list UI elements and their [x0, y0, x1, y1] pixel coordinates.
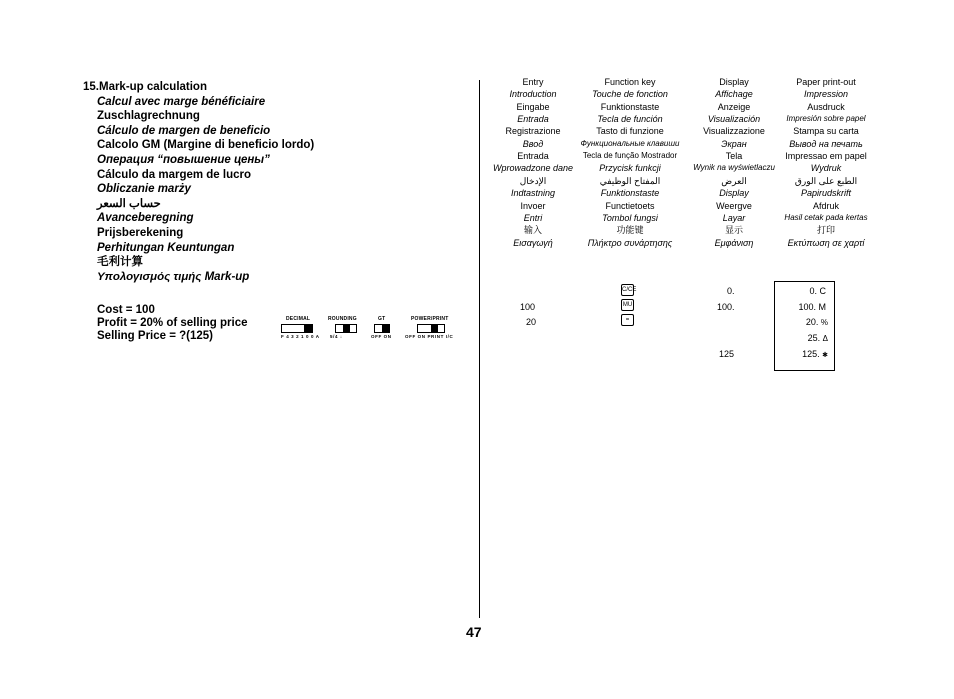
- section-title: 15.Mark-up calculation: [83, 81, 207, 93]
- entry-value: 100: [520, 302, 536, 312]
- power-switch-label: POWER/PRINT: [411, 316, 449, 322]
- translation-cell: Функциональные клавиши: [580, 138, 680, 148]
- translation-row: [486, 101, 886, 113]
- translation-row: [486, 150, 886, 162]
- translation-cell: Экран: [721, 138, 747, 149]
- power-switch-ticks: OFF ON PRINT I/C: [405, 334, 454, 339]
- translation-cell: Entrada: [517, 151, 549, 162]
- translation-cell: 打印: [816, 225, 836, 236]
- translation-cell: Visualización: [707, 114, 761, 125]
- translation-row: [486, 76, 886, 88]
- gt-switch-track: [374, 324, 390, 333]
- tape-line: [809, 286, 826, 296]
- translation-cell: Weergve: [716, 200, 752, 211]
- profit-line: Profit = 20% of selling price: [97, 317, 248, 329]
- translation-cell: 输入: [523, 225, 543, 236]
- paper-tape: [774, 281, 835, 371]
- translation-cell: العرض: [721, 175, 747, 186]
- section-title-translation: Calcul avec marge bénéficiaire: [97, 95, 266, 108]
- translation-cell: Ввод: [522, 138, 544, 149]
- translation-cell: Wydruk: [810, 163, 842, 174]
- selling-price-line: Selling Price = ?(125): [97, 330, 214, 342]
- tape-value: 0.: [809, 286, 817, 296]
- translation-cell: Hasil cetak pada kertas: [784, 212, 868, 222]
- translation-cell: Entrada: [517, 114, 549, 125]
- translation-cell: Anzeige: [717, 101, 751, 112]
- tape-line: [802, 349, 828, 359]
- translation-cell: Introduction: [509, 89, 557, 100]
- translation-cell: Functietoets: [605, 200, 655, 211]
- section-title-translation: Zuschlagrechnung: [97, 110, 200, 123]
- section-titles: [83, 80, 463, 284]
- translation-cell: Tasto di funzione: [596, 126, 664, 137]
- translation-cell: الإدخال: [519, 175, 547, 186]
- section-title-translation: Obliczanie marży: [97, 183, 191, 196]
- gt-switch-label: GT: [378, 316, 386, 322]
- translation-cell: Ausdruck: [807, 101, 845, 112]
- translation-cell: Touche de fonction: [592, 89, 668, 100]
- translation-cell: Tela: [725, 151, 743, 162]
- rounding-switch-label: ROUNDING: [328, 316, 357, 322]
- section-title-translation: Prijsberekening: [97, 226, 184, 239]
- section-title-translation: 毛利计算: [97, 256, 143, 269]
- translation-cell: Eingabe: [516, 101, 550, 112]
- section-title-translation: Perhitungan Keuntungan: [97, 241, 235, 254]
- translation-cell: Εκτύπωση σε χαρτί: [787, 237, 865, 248]
- delta-icon: Δ: [822, 334, 828, 343]
- rounding-switch-knob: [343, 325, 350, 332]
- translation-cell: Function key: [604, 77, 656, 87]
- translation-cell: Funktionstaste: [600, 101, 660, 112]
- cost-line: Cost = 100: [97, 304, 155, 316]
- translation-row: [486, 187, 886, 199]
- translation-cell: Wynik na wyświetlaczu: [693, 163, 775, 173]
- translation-cell: Εισαγωγή: [513, 237, 553, 248]
- translation-cell: Przycisk funkcji: [599, 163, 661, 174]
- tape-value: 125.: [802, 349, 820, 359]
- translation-cell: Вывод на печать: [789, 138, 863, 149]
- translation-cell: Entri: [523, 212, 543, 223]
- tape-value: 100.: [798, 302, 816, 312]
- translation-cell: Funktionstaste: [600, 188, 660, 199]
- entry-value: 20: [526, 317, 537, 327]
- translation-cell: Tecla de função Mostrador: [582, 151, 678, 161]
- tape-line: [808, 333, 828, 343]
- section-title-translation: Cálculo de margen de beneficio: [97, 124, 271, 137]
- translation-cell: Tombol fungsi: [602, 212, 658, 223]
- tape-value: 25.: [807, 333, 821, 343]
- markup-key-icon: MU: [621, 299, 634, 311]
- decimal-switch-knob: [304, 325, 312, 332]
- translation-row: [486, 162, 886, 174]
- translation-cell: 显示: [724, 225, 744, 236]
- section-title-translation: Calcolo GM (Margine di beneficio lordo): [97, 139, 315, 152]
- column-divider: [479, 80, 480, 618]
- translation-cell: Invoer: [520, 200, 546, 211]
- translation-cell: Impressao em papel: [785, 151, 867, 162]
- clear-key-icon: C/CE: [621, 284, 634, 296]
- translation-cell: Εμφάνιση: [714, 237, 754, 248]
- gt-switch-ticks: OFF ON: [371, 334, 392, 339]
- section-title-translation: Операция “повышение цены”: [97, 153, 270, 166]
- translation-row: [486, 125, 886, 137]
- decimal-switch: [281, 316, 320, 350]
- translation-row: [486, 224, 886, 236]
- translation-cell: Display: [719, 188, 749, 199]
- translation-cell: الطبع على الورق: [794, 175, 858, 186]
- decimal-switch-ticks: F 4 3 2 1 0 0 A: [281, 334, 320, 339]
- translation-cell: Impression: [803, 89, 849, 100]
- power-print-switch: [405, 316, 455, 350]
- rounding-switch-ticks: 5/4 ↓: [330, 334, 343, 339]
- equals-key-icon: =: [621, 314, 634, 326]
- percent-icon: %: [820, 318, 828, 327]
- gt-switch: [371, 316, 391, 350]
- translation-cell: Afdruk: [812, 200, 840, 211]
- translation-cell: Entry: [522, 77, 544, 87]
- power-switch-track: [417, 324, 445, 333]
- tape-line: [806, 317, 828, 327]
- translation-cell: Visualizzazione: [703, 126, 765, 137]
- translation-row: [486, 88, 886, 100]
- page-number: 47: [466, 624, 482, 640]
- section-title-translation: Υπολογισμός τιμής Mark-up: [97, 270, 250, 283]
- total-icon: ✱: [822, 352, 828, 359]
- translation-cell: Papirudskrift: [800, 188, 852, 199]
- translation-cell: Display: [719, 77, 749, 87]
- translation-cell: Paper print-out: [796, 77, 856, 87]
- translation-cell: Layar: [722, 212, 746, 223]
- translation-cell: Πλήκτρο συνάρτησης: [587, 237, 673, 248]
- tape-symbol: C: [819, 286, 826, 296]
- power-switch-knob: [431, 325, 438, 332]
- translation-row: [486, 175, 886, 187]
- display-value: 0.: [727, 286, 735, 296]
- translation-row: [486, 212, 886, 224]
- translation-cell: Stampa su carta: [793, 126, 859, 137]
- translation-cell: Indtastning: [510, 188, 556, 199]
- translation-cell: Impresión sobre papel: [786, 114, 866, 124]
- translation-cell: 功能键: [616, 225, 644, 236]
- decimal-switch-track: [281, 324, 313, 333]
- translation-cell: Affichage: [715, 89, 753, 100]
- tape-symbol: M: [818, 302, 826, 312]
- translation-row: [486, 138, 886, 150]
- display-value: 100.: [717, 302, 735, 312]
- rounding-switch-track: [335, 324, 357, 333]
- example-block: [97, 304, 248, 343]
- translation-cell: المفتاح الوظيفي: [599, 175, 661, 186]
- rounding-switch: [328, 316, 356, 350]
- translation-cell: Tecla de función: [597, 114, 663, 125]
- translation-row: [486, 113, 886, 125]
- tape-line: [798, 302, 826, 312]
- section-title-translation: Cálculo da margem de lucro: [97, 168, 252, 181]
- translation-cell: Registrazione: [505, 126, 561, 137]
- translation-row: [486, 200, 886, 212]
- translation-row: [486, 237, 886, 249]
- gt-switch-knob: [382, 325, 389, 332]
- decimal-switch-label: DECIMAL: [286, 316, 311, 322]
- tape-value: 20.: [805, 317, 819, 327]
- section-title-translation: Avanceberegning: [97, 212, 194, 225]
- display-value: 125: [719, 349, 735, 359]
- section-title-translation: حساب السعر: [97, 197, 161, 210]
- translation-cell: Wprowadzone dane: [492, 163, 574, 174]
